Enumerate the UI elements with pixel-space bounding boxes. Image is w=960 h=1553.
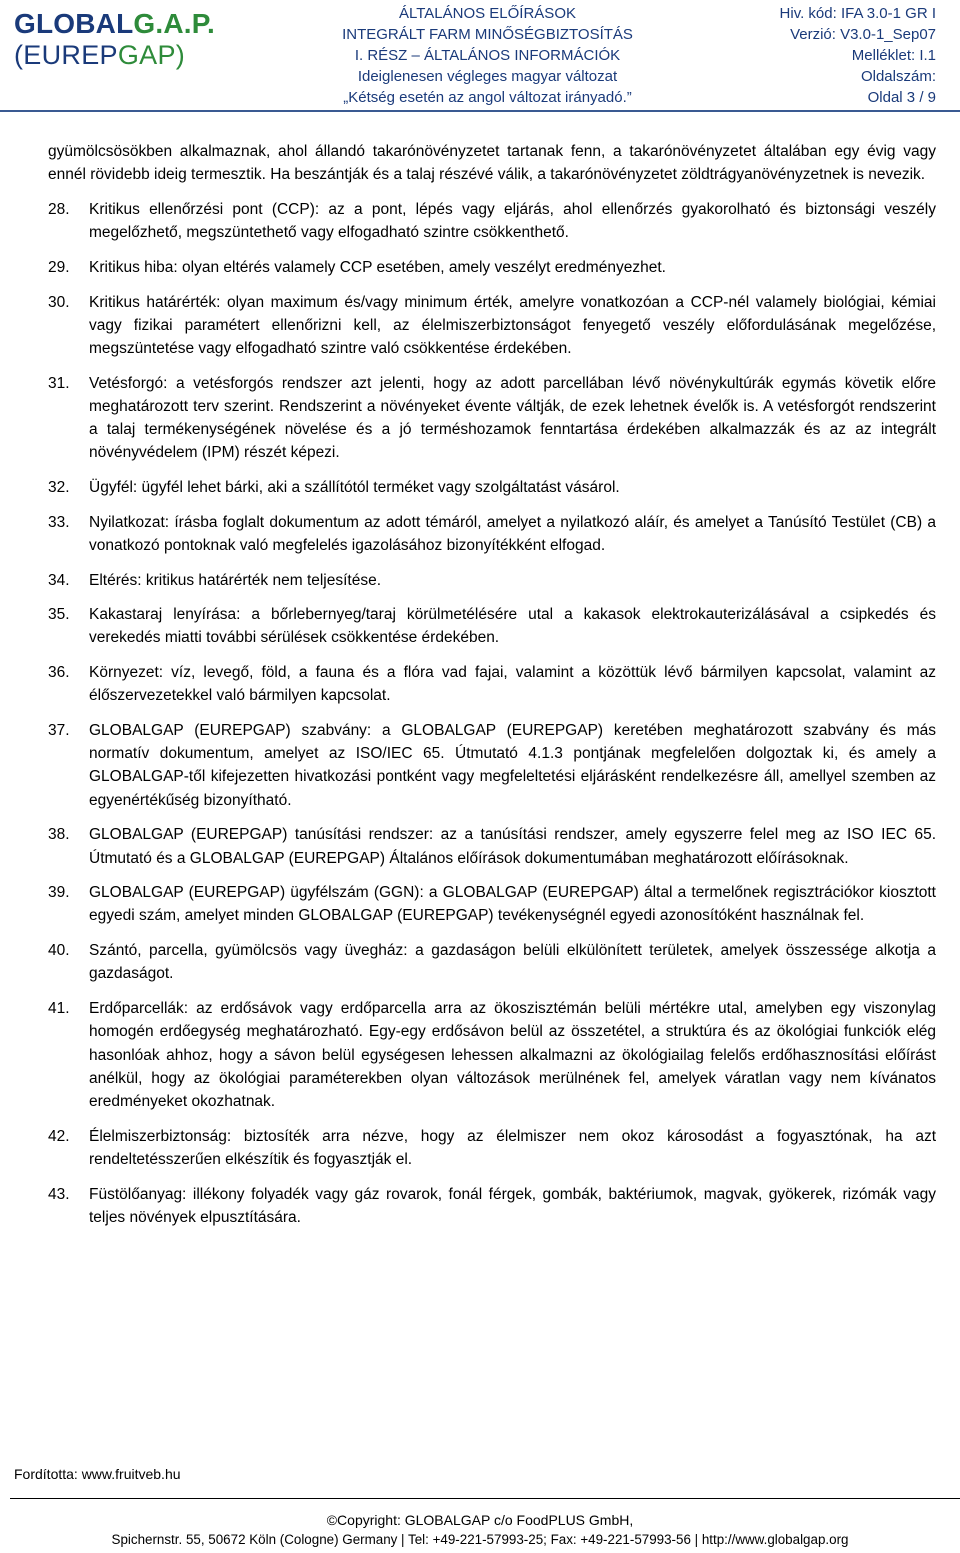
header-part: I. RÉSZ – ÁLTALÁNOS INFORMÁCIÓK <box>354 47 621 64</box>
item-number: 42. <box>48 1127 70 1145</box>
list-item <box>48 719 936 812</box>
item-number: 37. <box>48 722 70 740</box>
item-text: GLOBALGAP (EUREPGAP) szabvány: a GLOBALGAP (EUREPGAP) keretében meghatározott szabvány és más normatív dokumentum, amelyet az ISO/IEC 65. Útmutató 4.1.3 pontjának megfelelően dolgoztak ki, és amely a GLOBALGAP-től kifejezetten hivatkozási pontként vagy megfeleltetési eljárásként rendelkezésre áll, amellyel szemben az egyenértékűség bizonyítható. <box>89 722 936 809</box>
item-text: Kritikus ellenőrzési pont (CCP): az a pont, lépés vagy eljárás, ahol ellenőrzés gyakorolható és biztonsági veszély megelőzhető, megszüntethető vagy elfogadható szintre csökkenthető. <box>89 200 936 242</box>
header-divider <box>0 110 960 112</box>
list-item <box>48 476 936 499</box>
list-item <box>48 372 936 465</box>
item-text: GLOBALGAP (EUREPGAP) tanúsítási rendszer: az a tanúsítási rendszer, amely egyszerre felel meg az ISO IEC 65. Útmutató és a GLOBALGAP (EUREPGAP) Általános előírások dokumentumában meghatározott előírásoknak. <box>89 826 936 867</box>
logo-gap: G.A.P. <box>133 8 216 39</box>
copyright-line: ©Copyright: GLOBALGAP c/o FoodPLUS GmbH, <box>326 1512 634 1528</box>
doc-version: Verzió: V3.0-1_Sep07 <box>790 26 936 43</box>
item-number: 31. <box>48 374 70 392</box>
item-text: Élelmiszerbiztonság: biztosíték arra nézve, hogy az élelmiszer nem okoz károsodást a fogyasztónak, ha azt rendeltetésszerűen elkészítik és fogyasztják el. <box>89 1127 936 1168</box>
header-title-block <box>235 0 740 110</box>
translator-credit: Fordította: www.fruitveb.hu <box>14 1466 181 1482</box>
footer-divider <box>10 1498 960 1499</box>
page-header <box>0 0 960 112</box>
header-language-note: „Kétség esetén az angol változat irányadó.” <box>343 89 632 106</box>
definition-list <box>48 198 936 1229</box>
page-number: Oldal 3 / 9 <box>867 89 936 106</box>
item-number: 33. <box>48 513 70 531</box>
logo-eurepgap <box>14 40 185 71</box>
item-text: Kakastaraj lenyírása: a bőrlebernyeg/taraj körülmetélésére utal a kakasok elektrokauterizálásával a csipkedés és verekedés miatti további sérülések csökkentése érdekében. <box>89 606 936 647</box>
item-text: Kritikus határérték: olyan maximum és/vagy minimum érték, amelyre vonatkozóan a CCP-nél valamely biológiai, kémiai vagy fizikai paramétert ellenőrizni kell, az élelmiszerbiztonságot fenyegető veszély előfordulásának megelőzése, megszüntetése vagy elfogadható szintre való csökkentése érdekében. <box>89 293 936 357</box>
list-item <box>48 1183 936 1229</box>
doc-annex: Melléklet: I.1 <box>851 47 936 64</box>
header-meta-block <box>740 0 960 110</box>
item-text: Eltérés: kritikus határérték nem teljesítése. <box>89 571 382 589</box>
item-text: Környezet: víz, levegő, föld, a fauna és a flóra vad fajai, valamint a közöttük lévő bármilyen kapcsolat, valamint az élőszervezetekkel való bármilyen kapcsolat. <box>89 664 936 705</box>
item-text: Erdőparcellák: az erdősávok vagy erdőparcella arra az ökoszisztémán belüli mértékre utal, amelyben egy viszonylag homogén erdőegység meghatározható. Egy-egy erdősávon belül az összetétel, a struktúra és az ökológiai funkciók elég hasonlóak ahhoz, hogy a sávon belül egységesen lehessen alkalmazni az ökológiailag felelős erdőhasznosítási előírást anélkül, hogy az ökológiai paraméterekben olyan változások merülnének fel, amelyek váratlan vagy nem kívánatos eredményeket okozhatnak. <box>89 1000 936 1110</box>
item-number: 40. <box>48 942 70 960</box>
logo-global: GLOBAL <box>14 8 134 39</box>
item-text: GLOBALGAP (EUREPGAP) ügyfélszám (GGN): a GLOBALGAP (EUREPGAP) által a termelőnek regisztrációkor kiosztott egyedi szám, amelyet minden GLOBALGAP (EUREPGAP) tevékenységnél egyedi azonosítóként használnak fel. <box>89 884 936 925</box>
item-number: 34. <box>48 571 70 589</box>
page-number-label: Oldalszám: <box>860 68 936 85</box>
logo-eurep: (EUREP <box>14 40 118 70</box>
list-item <box>48 511 936 557</box>
intro-paragraph: gyümölcsösökben alkalmaznak, ahol állandó takarónövényzetet tartanak fenn, a takarónövényzetet általában egy évig vagy ennél rövidebb ideig termesztik. Ha beszántják és a talaj részévé válik, a takarónövényzetet zöldtrágyanövényzetnek is nevezik. <box>48 143 936 184</box>
list-item <box>48 823 936 869</box>
list-item <box>48 1125 936 1171</box>
header-title: ÁLTALÁNOS ELŐÍRÁSOK <box>398 5 576 22</box>
item-number: 36. <box>48 664 70 682</box>
item-text: Füstölőanyag: illékony folyadék vagy gáz rovarok, fonál férgek, gombák, baktériumok, magvak, gyökerek, rizómák vagy teljes növények elpusztítására. <box>89 1185 936 1226</box>
list-item <box>48 997 936 1113</box>
list-item <box>48 661 936 707</box>
doc-reference: Hiv. kód: IFA 3.0-1 GR I <box>779 5 936 22</box>
item-text: Ügyfél: ügyfél lehet bárki, aki a szállítótól terméket vagy szolgáltatást vásárol. <box>89 478 620 496</box>
item-number: 35. <box>48 606 70 624</box>
list-item <box>48 256 936 279</box>
header-version-note: Ideiglenesen végleges magyar változat <box>357 68 618 85</box>
list-item <box>48 603 936 649</box>
item-number: 32. <box>48 478 70 496</box>
item-number: 30. <box>48 293 70 311</box>
item-text: Kritikus hiba: olyan eltérés valamely CCP esetében, amely veszélyt eredményezhet. <box>89 258 666 276</box>
list-item <box>48 881 936 927</box>
item-number: 28. <box>48 200 70 218</box>
list-item <box>48 939 936 985</box>
list-item <box>48 198 936 244</box>
address-line: Spichernstr. 55, 50672 Köln (Cologne) Germany | Tel: +49-221-57993-25; Fax: +49-221-57993-56 | http://www.globalgap.org <box>111 1532 849 1547</box>
item-text: Szántó, parcella, gyümölcsös vagy üvegház: a gazdaságon belüli elkülönített területek, amelyek összessége alkotja a gazdaságot. <box>89 942 936 983</box>
document-body <box>48 140 936 1229</box>
item-number: 41. <box>48 1000 70 1018</box>
item-text: Nyilatkozat: írásba foglalt dokumentum az adott témáról, amelyet a nyilatkozó aláír, és amelyet a Tanúsító Testület (CB) a vonatkozó pontoknak való megfelelés igazolásához bizonyítékként elfogad. <box>89 513 936 554</box>
logo-gap-suffix: GAP) <box>117 40 186 70</box>
item-number: 38. <box>48 826 70 844</box>
logo-block <box>0 0 237 110</box>
list-item <box>48 291 936 361</box>
header-subtitle: INTEGRÁLT FARM MINŐSÉGBIZTOSÍTÁS <box>342 26 633 43</box>
item-text: Vetésforgó: a vetésforgós rendszer azt jelenti, hogy az adott parcellában lévő növénykultúrák egymás követik előre meghatározott terv szerint. Rendszerint a növényeket évente váltják, de ezek lehetnek évelők is. A vetésforgót rendszerint a talaj termékenységének növelése és a jó terméshozamok fenntartása érdekében alkalmazzák és az az integrált növényvédelem (IPM) részét képezi. <box>89 374 936 462</box>
item-number: 29. <box>48 258 70 276</box>
item-number: 43. <box>48 1185 70 1203</box>
item-number: 39. <box>48 884 70 902</box>
list-item <box>48 569 936 592</box>
logo-wordmark <box>14 8 215 40</box>
